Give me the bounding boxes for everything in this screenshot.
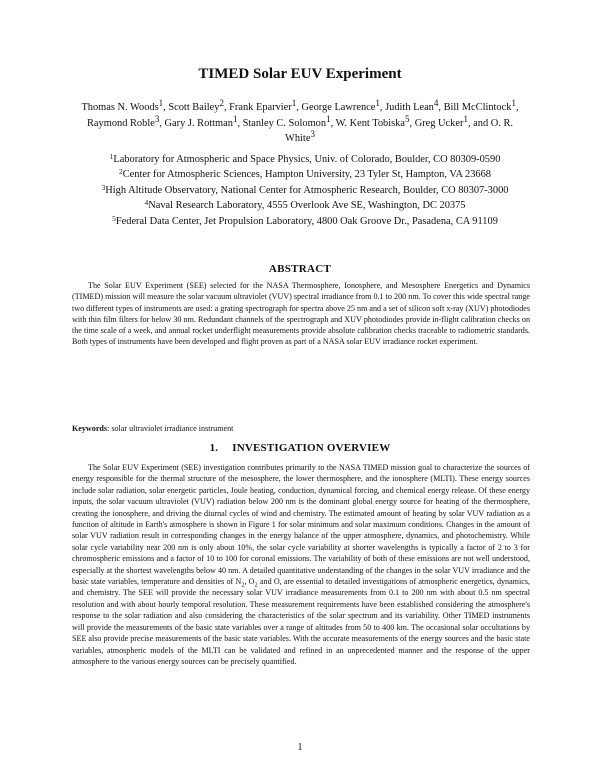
affiliation-line (70, 214, 540, 229)
section-body (72, 462, 530, 667)
author-affiliation-marker: 2 (219, 98, 224, 108)
author-list (80, 100, 520, 147)
author-separator: , (515, 102, 519, 113)
author-name: Raymond Roble (87, 117, 155, 129)
author-separator: , (237, 117, 243, 129)
affiliation-text: High Altitude Observatory, National Center for Atmospheric Research, Boulder, CO 80307-3000 (105, 184, 509, 196)
keywords-line (72, 424, 530, 433)
author-name: O. R. White (285, 117, 513, 144)
author-name: Gary J. Rottman (164, 117, 233, 129)
body-text-part2: , O (244, 577, 255, 587)
author-separator: , (379, 102, 386, 113)
affiliation-line (70, 198, 540, 213)
author-affiliation-marker: 1 (291, 98, 297, 108)
author-affiliation-marker: 3 (154, 113, 160, 124)
author-affiliation-marker: 1 (375, 98, 380, 108)
author-separator: , (159, 117, 165, 129)
author-name: Judith Lean (385, 102, 434, 113)
author-affiliation-marker: 5 (404, 113, 410, 124)
author-separator: , (330, 117, 336, 129)
author-separator: , (163, 102, 169, 113)
paper-title: TIMED Solar EUV Experiment (198, 66, 402, 82)
section-heading (0, 442, 600, 454)
affiliation-line (70, 183, 540, 198)
subscript-o2: 2 (254, 581, 258, 589)
body-text-part3: and O, are essential to detailed investigations of atmospheric energetics, dynamics, and chemistry. The SEE will provide the necessary solar VUV irradiance measurements from 0.1 to 200 nm with about 0.5 nm spectral resolution and with about hourly temporal resolution. These measurement requirements have been established considering the atmosphere's response to the solar radiation and also considering the characteristics of the solar spectrum and its variability. Other TIMED instruments will provide the measurements of the basic state variables over a range of altitudes from 50 to 400 km. The occasional solar occultations by SEE also provide precise measurements of the basic state variables. With the accurate measurements of the energy sources and the basic state variables, atmospheric models of the MLTI can be validated and refined in an unprecedented manner and the response of the upper atmosphere to the various energy sources can be precisely quantified. (72, 577, 530, 666)
author-affiliation-marker: 3 (310, 129, 315, 139)
affiliation-text: Federal Data Center, Jet Propulsion Laboratory, 4800 Oak Groove Dr., Pasadena, CA 91109 (115, 215, 498, 227)
author-name: Greg Ucker (414, 117, 464, 129)
author-affiliation-marker: 1 (232, 113, 238, 124)
affiliation-text: Center for Atmospheric Sciences, Hampton University, 23 Tyler St, Hampton, VA 23668 (122, 169, 492, 181)
affiliation-number: 4 (144, 198, 149, 208)
author-separator: , (438, 102, 444, 113)
affiliation-number: 1 (109, 152, 114, 161)
author-name: Thomas N. Woods (81, 102, 159, 113)
author-affiliation-marker: 1 (463, 113, 468, 124)
section-title: INVESTIGATION OVERVIEW (232, 442, 391, 454)
author-separator: , (409, 117, 415, 129)
author-affiliation-marker: 1 (511, 98, 516, 108)
author-affiliation-marker: 1 (326, 113, 331, 124)
affiliation-list (70, 152, 540, 229)
author-affiliation-marker: 1 (158, 98, 164, 108)
abstract-text: The Solar EUV Experiment (SEE) selected for the NASA Thermosphere, Ionosphere, and Mesosphere Energetics and Dynamics (TIMED) mission will measure the solar vacuum ultraviolet (VUV) spectral irradiance from 0.1 to 200 nm. To cover this wide spectral range two different types of instruments are used: a grating spectrograph for spectra above 25 nm and a set of silicon soft x-ray (XUV) photodiodes with thin film filters for below 30 nm. Redundant channels of the spectrograph and XUV photodiodes provide in-flight calibration checks on the time scale of a week, and annual rocket underflight measurements provide absolute calibration checks traceable to radiometric standards. Both types of instruments have been developed and flight proven as part of a NASA solar EUV irradiance rocket experiment. (72, 281, 530, 347)
author-name: Scott Bailey (168, 102, 220, 113)
affiliation-number: 2 (118, 167, 123, 177)
author-separator: , (223, 102, 230, 113)
author-name: Bill McClintock (443, 102, 512, 113)
affiliation-number: 3 (101, 182, 106, 192)
affiliation-text: Naval Research Laboratory, 4555 Overlook Ave SE, Washington, DC 20375 (148, 200, 466, 212)
section-number: 1. (209, 442, 219, 454)
body-text-part1: The Solar EUV Experiment (SEE) investigation contributes primarily to the NASA TIMED mission goal to characterize the sources of energy responsible for the thermal structure of the mesosphere, the lower thermosphere, and the ionosphere (MLTI). These energy sources include solar radiation, solar energetic particles, Joule heating, conduction, dynamical forcing, and chemical energy release. Of these energy inputs, the solar vacuum ultraviolet (VUV) radiation below 200 nm is the dominant global energy source for heating of the thermosphere, creating the ionosphere, and driving the diurnal cycles of wind and chemistry. The estimated amount of heating by solar VUV radiation as a function of altitude in Earth's atmosphere is shown in Figure 1 for solar minimum and solar maximum conditions. Changes in the amount of solar VUV radiation result in corresponding changes in the energy balance of the upper atmosphere, dynamics, and photochemistry. While solar cycle variability near 200 nm is only about 10%, the solar cycle variability at shorter wavelengths is typically a factor of 2 to 3 for chromospheric emissions and a factor of 10 to 100 for coronal emissions. The variability of both of these emissions are not well understood, especially at the shortest wavelengths below 40 nm. A detailed quantitative understanding of the changes in the solar VUV irradiance and the basic state variables, temperature and densities of N (72, 463, 530, 587)
keywords-text: : solar ultraviolet irradiance instrument (107, 424, 234, 433)
author-name: Stanley C. Solomon (242, 117, 327, 129)
affiliation-line (70, 167, 540, 182)
author-separator: , and (467, 117, 491, 129)
affiliation-text: Laboratory for Atmospheric and Space Physics, Univ. of Colorado, Boulder, CO 80309-0590 (113, 154, 501, 165)
page-number: 1 (297, 742, 303, 753)
author-affiliation-marker: 4 (433, 98, 439, 108)
affiliation-line (70, 152, 540, 167)
author-name: George Lawrence (301, 102, 376, 113)
abstract-heading: ABSTRACT (268, 263, 332, 275)
author-separator: , (296, 102, 302, 113)
subscript-n2: 2 (241, 581, 245, 589)
author-name: Frank Eparvier (229, 102, 292, 113)
keywords-label: Keywords (72, 424, 108, 433)
affiliation-number: 5 (112, 213, 116, 223)
author-name: W. Kent Tobiska (335, 117, 405, 129)
